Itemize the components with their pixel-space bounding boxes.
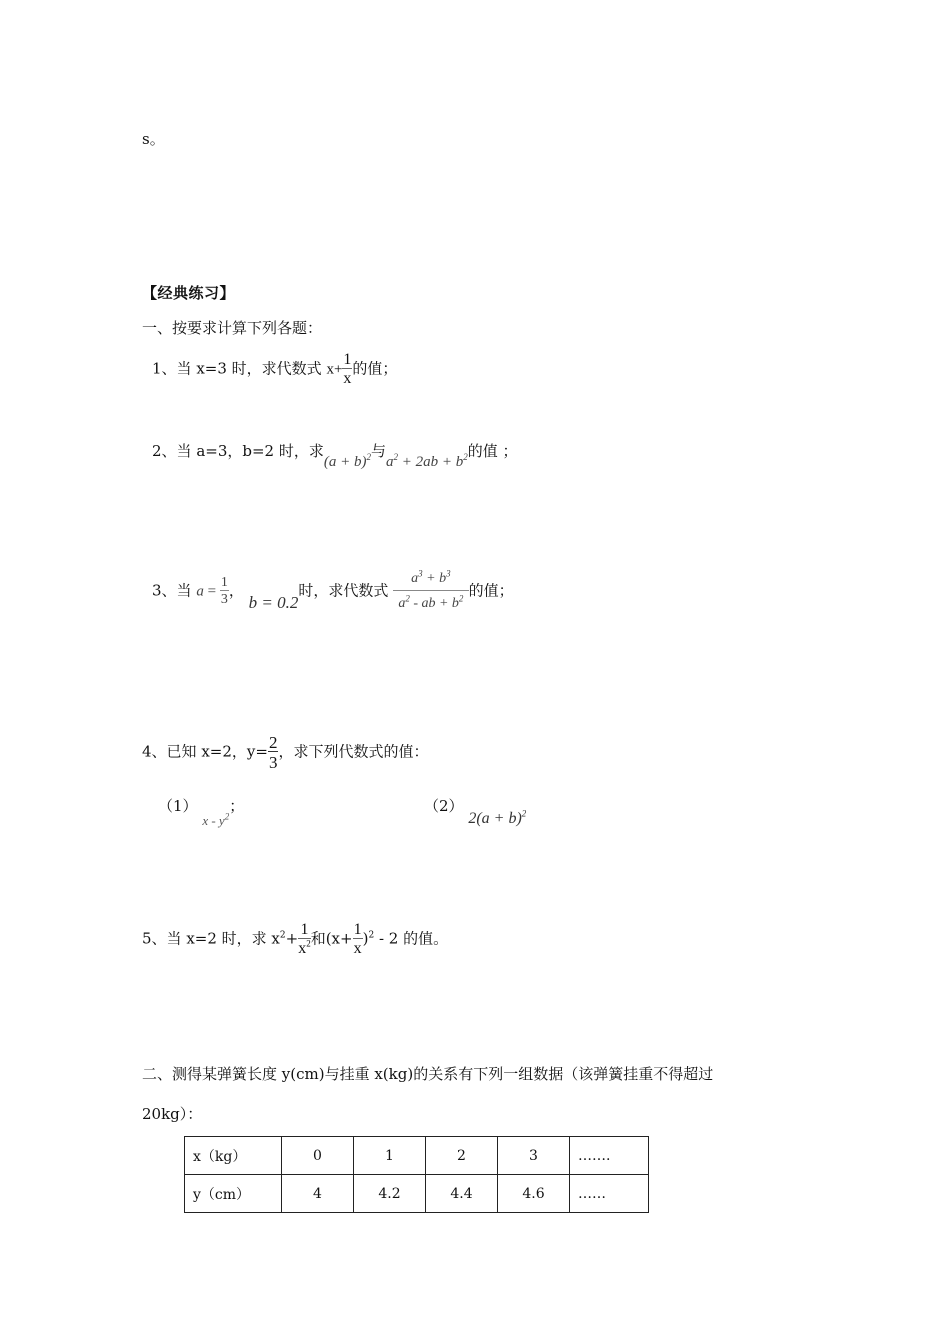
table-cell: 4.4 [426, 1175, 498, 1213]
question-5: 5、当 x=2 时，求 $x^2+$ $\frac{1}{x^2}$ 和(x+ $\frac{1}{x}$ )$^2$ - 2 的值。 [142, 921, 449, 957]
question-number: 5、 [142, 929, 167, 948]
fraction-denominator: x [343, 370, 352, 387]
question-number: 1、 [152, 359, 177, 378]
table-cell: 2 [426, 1137, 498, 1175]
question-4-sub-2 [424, 795, 527, 827]
question-text: 当 [176, 581, 192, 600]
table-cell: y（cm） [185, 1175, 282, 1213]
part-two-text-line-2: 20kg）： [142, 1105, 203, 1123]
question-number: 3、 [152, 581, 177, 600]
question-text: 已知 x=2，y= [166, 742, 268, 761]
part-two-text-line-1: 二、测得某弹簧长度 y(cm)与挂重 x(kg)的关系有下列一组数据（该弹簧挂重不得超过 [142, 1065, 714, 1083]
table-cell: 4 [282, 1175, 354, 1213]
paren-close: ) [362, 929, 369, 948]
question-text: 当 a=3，b=2 时，求 [176, 442, 324, 460]
math-expression-two-times-square: $2(a + b)^2$ [468, 808, 527, 827]
fraction-one-over-x-squared: $\frac{1}{x^2}$ [298, 921, 311, 957]
fraction-one-over-x: $\frac{1}{x}$ [353, 921, 362, 957]
question-4-sub-1 [158, 795, 245, 828]
fraction-numerator: 2 [268, 733, 278, 752]
question-text: 时，求代数式 [298, 581, 389, 600]
question-4 [142, 734, 428, 771]
question-text-end: 的值； [352, 359, 398, 378]
question-number: 4、 [142, 742, 167, 761]
question-text-end: 的值 ； [467, 442, 518, 460]
separator: ， [228, 581, 244, 600]
data-table [184, 1136, 649, 1213]
question-connector: 和(x+ [310, 929, 353, 948]
question-text: 当 x=2 时，求 x [166, 929, 280, 948]
fraction-denominator: 3 [268, 753, 278, 772]
question-3 [152, 568, 514, 612]
math-expression-expanded: $a^2 + 2ab + b^2$ [386, 452, 468, 470]
question-text-end: - 2 的值。 [374, 929, 449, 948]
question-text: 当 x=3 时，求代数式 [176, 359, 327, 378]
sub-tail: ； [229, 797, 245, 815]
expression: x+ [326, 361, 343, 378]
table-cell: 4.6 [498, 1175, 570, 1213]
question-connector: 与 [370, 442, 386, 460]
table-cell: 0 [282, 1137, 354, 1175]
table-cell: x（kg） [185, 1137, 282, 1175]
table-row [185, 1175, 649, 1213]
sub-label: （2） [424, 797, 464, 815]
table-row [185, 1137, 649, 1175]
question-1 [152, 352, 397, 387]
math-fraction-cubes: $\frac{a^3 + b^3}{a^2 - ab + b^2}$ [393, 572, 468, 611]
table-cell: 1 [354, 1137, 426, 1175]
sub-label: （1） [158, 797, 198, 815]
math-b-value: b = 0.2 [248, 592, 299, 612]
math-expression-x-minus-y-squared: x - $y^2$ [202, 811, 230, 828]
table-cell: 3 [498, 1137, 570, 1175]
table-cell: 4.2 [354, 1175, 426, 1213]
math-a-value: a = $\frac{1}{3}$ [196, 575, 228, 607]
fraction [268, 734, 279, 771]
fraction [342, 352, 352, 387]
table-cell: ……. [570, 1137, 649, 1175]
part-one-title: 一、按要求计算下列各题： [142, 319, 323, 337]
section-heading: 【经典练习】 [142, 284, 236, 302]
question-text-end: ，求下列代数式的值： [278, 742, 429, 761]
question-2 [152, 440, 518, 470]
table-cell: …… [570, 1175, 649, 1213]
question-text-end: 的值； [468, 581, 514, 600]
question-number: 2、 [152, 442, 177, 460]
math-expression-square-of-sum: $(a + b)^2$ [323, 452, 371, 470]
fraction-numerator: 1 [343, 351, 352, 368]
text-fragment: s。 [142, 130, 165, 148]
